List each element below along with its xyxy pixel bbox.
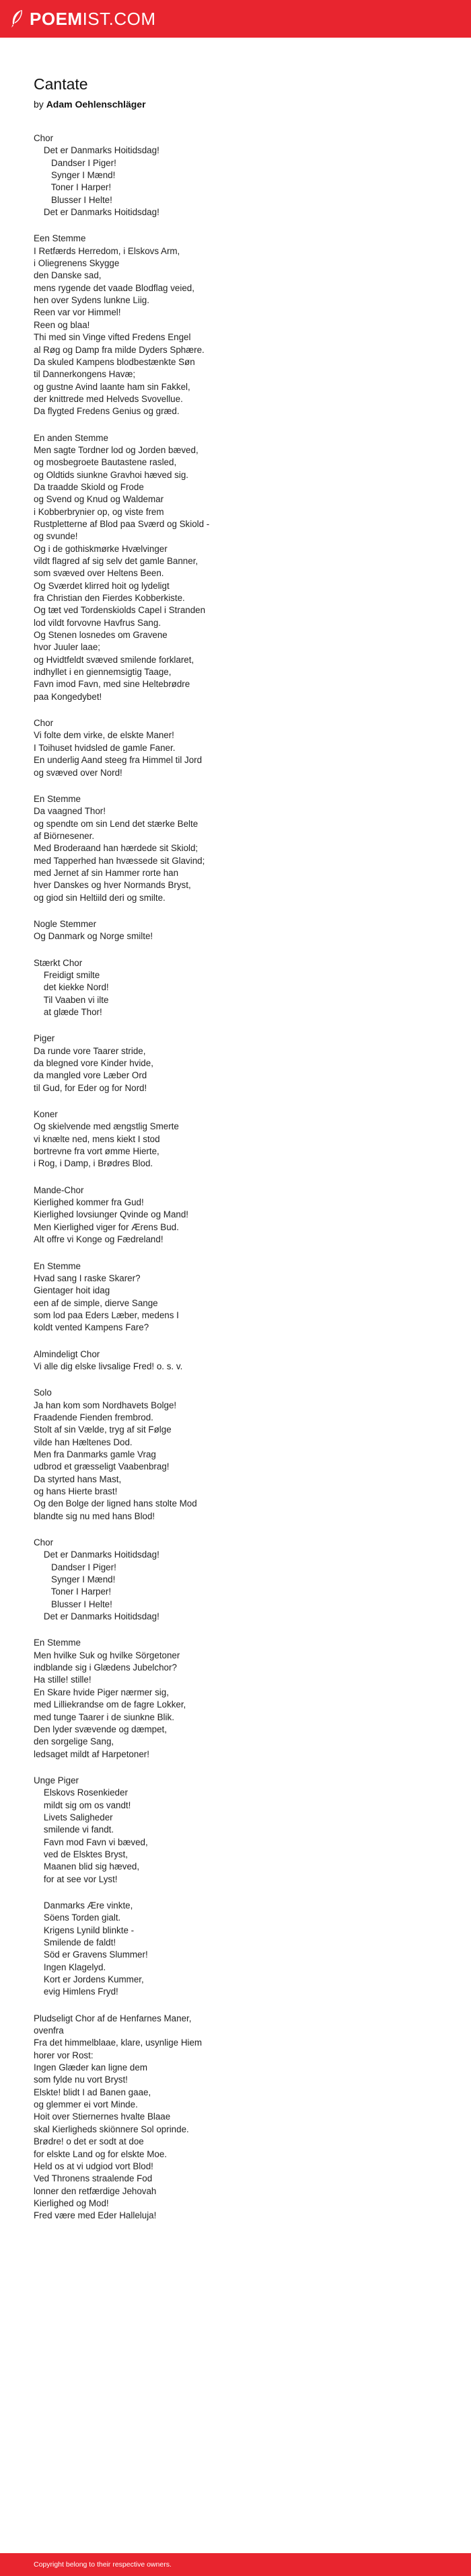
poem-line: med Lilliekrandse om de fagre Lokker, — [34, 1699, 186, 1710]
poem-line: Thi med sin Vinge vifted Fredens Engel — [34, 332, 191, 343]
poem-line: Chor — [34, 718, 54, 729]
poem-line: Hvad sang I raske Skarer? — [34, 1273, 141, 1283]
poem-line: vildt flagred af sig selv det gamle Banner, — [34, 556, 198, 566]
poem-line: og svæved over Nord! — [34, 767, 122, 778]
poem-content — [34, 75, 437, 2237]
poem-line: Smilende de faldt! — [34, 1937, 116, 1947]
poem-line: Maanen blid sig hæved, — [34, 1861, 140, 1872]
poem-line: og spendte om sin Lend det stærke Belte — [34, 818, 198, 829]
poem-stanza — [34, 233, 437, 417]
poem-line: Chor — [34, 1537, 54, 1548]
poem-line: I Retfærds Herredom, i Elskovs Arm, — [34, 245, 180, 256]
poem-line: Det er Danmarks Hoitidsdag! — [34, 1549, 159, 1560]
poem-line: Blusser I Helte! — [34, 1599, 112, 1609]
poem-line: Det er Danmarks Hoitidsdag! — [34, 145, 159, 156]
poem-line: og gustne Avind laante ham sin Fakkel, — [34, 381, 190, 392]
poem-line: Söd er Gravens Slummer! — [34, 1949, 148, 1960]
poem-line: med Jernet af sin Hammer rorte han — [34, 867, 179, 878]
poem-line: vi knælte ned, mens kiekt I stod — [34, 1133, 160, 1144]
poem-line: hvor Juuler laae; — [34, 642, 100, 653]
poem-line: Fred være med Eder Halleluja! — [34, 2210, 157, 2221]
poem-line: Det er Danmarks Hoitidsdag! — [34, 1611, 159, 1622]
page-title: Cantate — [34, 75, 88, 93]
poem-line: Ha stille! stille! — [34, 1675, 92, 1685]
poem-line: Dandser I Piger! — [34, 157, 116, 168]
poem-line: som fylde nu vort Bryst! — [34, 2075, 128, 2085]
poem-stanza — [34, 1033, 437, 1094]
poem-line: lonner den retfærdige Jehovah — [34, 2185, 157, 2196]
site-logo-text — [30, 9, 156, 30]
poem-line: til Gud, for Eder og for Nord! — [34, 1082, 147, 1093]
poem-line: Hoit over Stiernernes hvalte Blaae — [34, 2111, 171, 2122]
logo-bold: POEM — [30, 8, 83, 29]
author-link[interactable]: Adam Oehlenschläger — [46, 99, 146, 110]
poem-line: som lod paa Eders Læber, medens I — [34, 1310, 179, 1320]
poem-stanza — [34, 1260, 437, 1334]
site-footer — [0, 2553, 471, 2576]
poem-line: Til Vaaben vi ilte — [34, 994, 109, 1005]
poem-line: Een Stemme — [34, 233, 86, 244]
poem-line: Krigens Lynild blinkte - — [34, 1925, 135, 1935]
quill-logo-icon — [9, 9, 24, 28]
poem-line: Blusser I Helte! — [34, 194, 112, 205]
poem-line: mildt sig om os vandt! — [34, 1800, 131, 1810]
poem-line: Unge Piger — [34, 1775, 79, 1785]
poem-line: Kierlighed lovsiunger Qvinde og Mand! — [34, 1209, 189, 1220]
poem-line: og Svend og Knud og Waldemar — [34, 494, 164, 505]
poem-line: Brødre! o det er sodt at doe — [34, 2136, 144, 2147]
poem-line: Toner I Harper! — [34, 1586, 112, 1597]
poem-line: skal Kierligheds skiönnere Sol oprinde. — [34, 2124, 189, 2134]
poem-line: mens rygende det vaade Blodflag veied, — [34, 282, 194, 293]
poem-stanza — [34, 2013, 437, 2222]
poem-line: som svæved over Heltens Been. — [34, 568, 164, 579]
poem-line: ovenfra — [34, 2025, 64, 2036]
poem-line: Nogle Stemmer — [34, 918, 97, 929]
poem-line: hen over Sydens lunkne Liig. — [34, 295, 149, 306]
poem-line: Men hvilke Suk og hvilke Sörgetoner — [34, 1650, 180, 1660]
poem-line: og giod sin Heltiild deri og smilte. — [34, 892, 166, 903]
poem-line: Pludseligt Chor af de Henfarnes Maner, — [34, 2013, 192, 2023]
poem-line: En anden Stemme — [34, 432, 108, 443]
poem-line: Chor — [34, 133, 54, 143]
poem-line: horer vor Rost: — [34, 2050, 94, 2060]
poem-line: En underlig Aand steeg fra Himmel til Jord — [34, 755, 203, 766]
poem-line: I Toihuset hvidsled de gamle Faner. — [34, 742, 176, 753]
poem-stanza — [34, 793, 437, 904]
poem-line: Da runde vore Taarer stride, — [34, 1045, 146, 1056]
poem-line: smilende vi fandt. — [34, 1824, 114, 1835]
poem-line: Da traadde Skiold og Frode — [34, 481, 144, 492]
poem-line: Og tæt ved Tordenskiolds Capel i Stranden — [34, 605, 206, 616]
poem-line: Og skielvende med ængstlig Smerte — [34, 1121, 179, 1132]
site-logo-link[interactable] — [9, 8, 156, 30]
poem-line: Det er Danmarks Hoitidsdag! — [34, 207, 159, 218]
poem-stanza — [34, 1775, 437, 1886]
poem-line: Synger I Mænd! — [34, 170, 116, 181]
poem-line: Ingen Klagelyd. — [34, 1962, 106, 1972]
poem-line: Da styrted hans Mast, — [34, 1474, 122, 1484]
poem-line: indhyllet i en giennemsigtig Taage, — [34, 667, 172, 678]
poem-stanza — [34, 132, 437, 218]
poem-line: Da skuled Kampens blodbestænkte Søn — [34, 356, 195, 367]
poem-line: Da vaagned Thor! — [34, 806, 106, 817]
logo-regular: IST.COM — [82, 8, 156, 29]
poem-line: Danmarks Ære vinkte, — [34, 1900, 133, 1910]
poem-line: koldt vented Kampens Fare? — [34, 1322, 149, 1333]
poem-body — [34, 132, 437, 2222]
poem-line: og hans Hierte brast! — [34, 1486, 118, 1496]
poem-line: Rustpletterne af Blod paa Sværd og Skiold - — [34, 518, 210, 529]
poem-line: Og Sværdet klirred hoit og lydeligt — [34, 580, 170, 591]
poem-line: da mangled vore Læber Ord — [34, 1070, 147, 1081]
poem-line: i Oliegrenens Skygge — [34, 258, 120, 269]
poem-stanza — [34, 717, 437, 779]
poem-line: Piger — [34, 1033, 55, 1044]
poem-stanza — [34, 1900, 437, 1999]
poem-line: vilde han Hæltenes Dod. — [34, 1437, 133, 1447]
poem-stanza — [34, 1387, 437, 1523]
poem-stanza — [34, 1349, 437, 1373]
poem-line: Og Stenen losnedes om Gravene — [34, 630, 168, 641]
poem-line: at glæde Thor! — [34, 1007, 102, 1017]
poem-line: Alt offre vi Konge og Fædreland! — [34, 1234, 164, 1245]
poem-stanza — [34, 1537, 437, 1623]
poem-line: Koner — [34, 1109, 58, 1120]
poem-line: Toner I Harper! — [34, 182, 112, 193]
poem-line: Vi folte dem virke, de elskte Maner! — [34, 730, 174, 741]
poem-line: lod vildt forvovne Havfrus Sang. — [34, 617, 161, 628]
poem-line: for elskte Land og for elskte Moe. — [34, 2148, 167, 2159]
poem-line: Og Danmark og Norge smilte! — [34, 931, 153, 942]
poem-line: En Skare hvide Piger nærmer sig, — [34, 1687, 169, 1697]
poem-line: og glemmer ei vort Minde. — [34, 2099, 138, 2110]
poem-line: den Danske sad, — [34, 270, 102, 281]
poem-line: Ja han kom som Nordhavets Bolge! — [34, 1400, 177, 1410]
poem-line: Stolt af sin Vælde, tryg af sit Følge — [34, 1424, 172, 1435]
poem-line: al Røg og Damp fra milde Dyders Sphære. — [34, 344, 205, 355]
poem-line: det kiekke Nord! — [34, 982, 109, 993]
poem-line: Elskovs Rosenkieder — [34, 1787, 128, 1798]
poem-line: Held os at vi udgiod vort Blod! — [34, 2161, 153, 2171]
poem-line: Livets Saligheder — [34, 1812, 113, 1822]
poem-line: Freidigt smilte — [34, 969, 100, 980]
poem-line: Fra det himmelblaae, klare, usynlige Hiem — [34, 2038, 203, 2048]
poem-line: paa Kongedybet! — [34, 691, 102, 702]
poem-line: Kort er Jordens Kummer, — [34, 1974, 144, 1985]
poem-line: til Dannerkongens Havæ; — [34, 369, 136, 380]
poem-line: og Hvidtfeldt svæved smilende forklaret, — [34, 654, 194, 665]
poem-line: Reen var vor Himmel! — [34, 307, 121, 318]
poem-line: Favn mod Favn vi bæved, — [34, 1837, 148, 1847]
poem-line: Den lyder svævende og dæmpet, — [34, 1724, 167, 1734]
poem-line: Kierlighed kommer fra Gud! — [34, 1197, 144, 1208]
poem-line: i Rog, i Damp, i Brødres Blod. — [34, 1158, 153, 1169]
poem-line: blandte sig nu med hans Blod! — [34, 1511, 155, 1521]
poem-line: Men sagte Tordner lod og Jorden bæved, — [34, 444, 198, 455]
poem-line: En Stemme — [34, 793, 81, 804]
copyright-text: Copyright belong to their respective owners. — [34, 2561, 172, 2569]
poem-line: med tunge Taarer i de siunkne Blik. — [34, 1712, 174, 1722]
poem-line: fra Christian den Fierdes Kobberkiste. — [34, 593, 185, 604]
poem-stanza — [34, 1109, 437, 1170]
poem-line: ledsaget mildt af Harpetoner! — [34, 1748, 149, 1759]
byline — [34, 99, 437, 110]
poem-line: Da flygted Fredens Genius og græd. — [34, 406, 180, 417]
poem-line: af Biörnesener. — [34, 830, 95, 841]
poem-line: indblande sig i Glædens Jubelchor? — [34, 1662, 177, 1673]
poem-line: Ingen Glæder kan ligne dem — [34, 2062, 147, 2073]
poem-line: Reen og blaa! — [34, 319, 90, 330]
site-header — [0, 0, 471, 38]
poem-line: da blegned vore Kinder hvide, — [34, 1058, 153, 1069]
poem-line: Solo — [34, 1387, 52, 1398]
poem-line: den sorgelige Sang, — [34, 1736, 114, 1747]
poem-stanza — [34, 957, 437, 1019]
poem-line: Dandser I Piger! — [34, 1562, 116, 1572]
poem-line: En Stemme — [34, 1260, 81, 1271]
poem-line: hver Danskes og hver Normands Bryst, — [34, 880, 191, 891]
poem-line: for at see vor Lyst! — [34, 1874, 118, 1884]
poem-line: Ved Thronens straalende Fod — [34, 2173, 153, 2184]
poem-stanza — [34, 1184, 437, 1246]
poem-line: i Kobberbrynier op, og viste frem — [34, 506, 164, 517]
poem-line: Stærkt Chor — [34, 957, 83, 968]
poem-line: Og i de gothiskmørke Hvælvinger — [34, 543, 168, 554]
poem-stanza — [34, 1637, 437, 1760]
poem-line: Elskte! blidt I ad Banen gaae, — [34, 2087, 151, 2097]
poem-line: udbrod et græsseligt Vaabenbrag! — [34, 1461, 170, 1472]
poem-line: der knittrede med Helveds Svovellue. — [34, 393, 183, 404]
poem-line: bortrevne fra vort ømme Hierte, — [34, 1146, 159, 1157]
poem-line: Og den Bolge der ligned hans stolte Mod — [34, 1498, 197, 1509]
poem-line: med Tapperhed han hvæssede sit Glavind; — [34, 855, 205, 866]
poem-line: een af de simple, dierve Sange — [34, 1297, 158, 1308]
poem-line: og Oldtids siunkne Gravhoi hæved sig. — [34, 469, 188, 480]
poem-stanza — [34, 432, 437, 704]
poem-line: Men Kierlighed viger for Ærens Bud. — [34, 1221, 179, 1232]
poem-line: ved de Elsktes Bryst, — [34, 1849, 128, 1859]
poem-line: Synger I Mænd! — [34, 1574, 116, 1585]
poem-line: Men fra Danmarks gamle Vrag — [34, 1449, 156, 1459]
poem-line: evig Himlens Fryd! — [34, 1986, 118, 1997]
poem-line: En Stemme — [34, 1638, 81, 1648]
poem-line: og svunde! — [34, 531, 78, 542]
poem-line: Fraadende Fienden frembrod. — [34, 1412, 153, 1422]
poem-line: Mande-Chor — [34, 1184, 84, 1195]
by-label: by — [34, 99, 44, 110]
poem-line: Med Broderaand han hærdede sit Skiold; — [34, 843, 198, 854]
poem-line: Favn imod Favn, med sine Heltebrødre — [34, 679, 190, 690]
poem-line: og mosbegroete Bautastene rasled, — [34, 457, 177, 468]
poem-line: Vi alle dig elske livsalige Fred! o. s. v. — [34, 1361, 183, 1371]
poem-line: Gientager hoit idag — [34, 1285, 110, 1296]
poem-line: Söens Torden gialt. — [34, 1913, 121, 1923]
poem-line: Almindeligt Chor — [34, 1349, 100, 1359]
poem-line: Kierlighed og Mod! — [34, 2198, 109, 2208]
poem-stanza — [34, 918, 437, 943]
